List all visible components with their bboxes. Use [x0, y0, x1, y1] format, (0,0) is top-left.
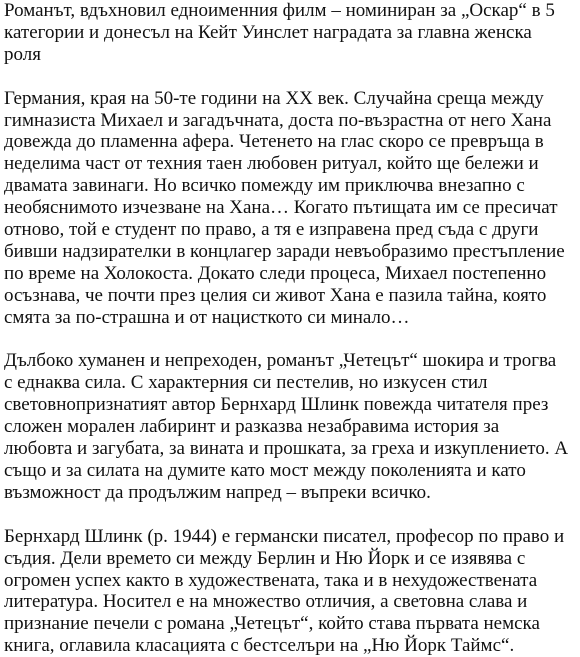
text-line: също и за силата на думите като мост между поколенията и като	[4, 460, 526, 481]
text-line: двамата завинаги. Но всичко помежду им приключва внезапно с	[4, 175, 525, 197]
text-line: довежда до пламенна афера. Четенето на глас скоро се превръща в	[4, 131, 544, 153]
text-line: съдия. Дели времето си между Берлин и Ню Йорк и се изявява с	[4, 547, 526, 569]
text-line: литература. Носител е на множество отличия, а световна слава и	[4, 591, 528, 613]
text-line: сложен морален лабиринт и разказва незабравима история за	[4, 416, 500, 438]
text-line: с еднаква сила. С характерния си пестелив, но изкусен стил	[4, 372, 488, 394]
text-line: Бернхард Шлинк (р. 1944) е германски писател, професор по право и	[4, 525, 565, 547]
text-line: Романът, вдъхновил едноименния филм – номиниран за „Оскар“ в 5	[4, 0, 555, 21]
text-line: неделима част от техния таен любовен ритуал, който ще бележи и	[4, 153, 539, 175]
text-line: любовта и загубата, за вината и прошката, за греха и изкуплението. А	[4, 438, 569, 460]
text-line: бивши надзирателки в концлагер заради невъобразимо престъпление	[4, 240, 565, 262]
book-description	[4, 0, 576, 657]
text-line: категории и донесъл на Кейт Уинслет наградата за главна женска	[4, 21, 532, 43]
synopsis-paragraph	[4, 88, 576, 329]
text-line: смята за по-страшна и от нацисткото си минало…	[4, 306, 410, 328]
text-line: Германия, края на 50-те години на ХХ век. Случайна среща между	[4, 87, 544, 109]
text-line: признание печели с романа „Четецът“, който става първата немска	[4, 613, 540, 635]
text-line: световнопризнатият автор Бернхард Шлинк повежда читателя през	[4, 394, 549, 416]
text-line: по време на Холокоста. Докато следи процеса, Михаел постепенно	[4, 262, 547, 284]
text-line: гимназиста Михаел и загадъчната, доста по-възрастна от него Хана	[4, 109, 552, 131]
author-bio-paragraph	[4, 526, 576, 657]
text-line: книга, оглавила класацията с бестселъри на „Ню Йорк Таймс“.	[4, 635, 515, 657]
text-line: роля	[4, 43, 41, 65]
tagline-paragraph	[4, 0, 576, 66]
text-line: Дълбоко хуманен и непреходен, романът „Четецът“ шокира и трогва	[4, 350, 557, 372]
text-line: отново, той е студент по право, а тя е изправена пред съда с други	[4, 219, 539, 241]
text-line: необяснимото изчезване на Хана… Когато пътищата им се пресичат	[4, 197, 558, 219]
paragraph-gap	[4, 329, 576, 351]
text-line: възможност да продължим напред – въпреки всичко.	[4, 481, 431, 503]
text-line: огромен успех както в художествената, така и в нехудожествената	[4, 569, 538, 591]
text-line: осъзнава, че почти през целия си живот Хана е пазила тайна, която	[4, 284, 547, 306]
paragraph-gap	[4, 66, 576, 88]
paragraph-gap	[4, 504, 576, 526]
review-paragraph	[4, 350, 576, 503]
